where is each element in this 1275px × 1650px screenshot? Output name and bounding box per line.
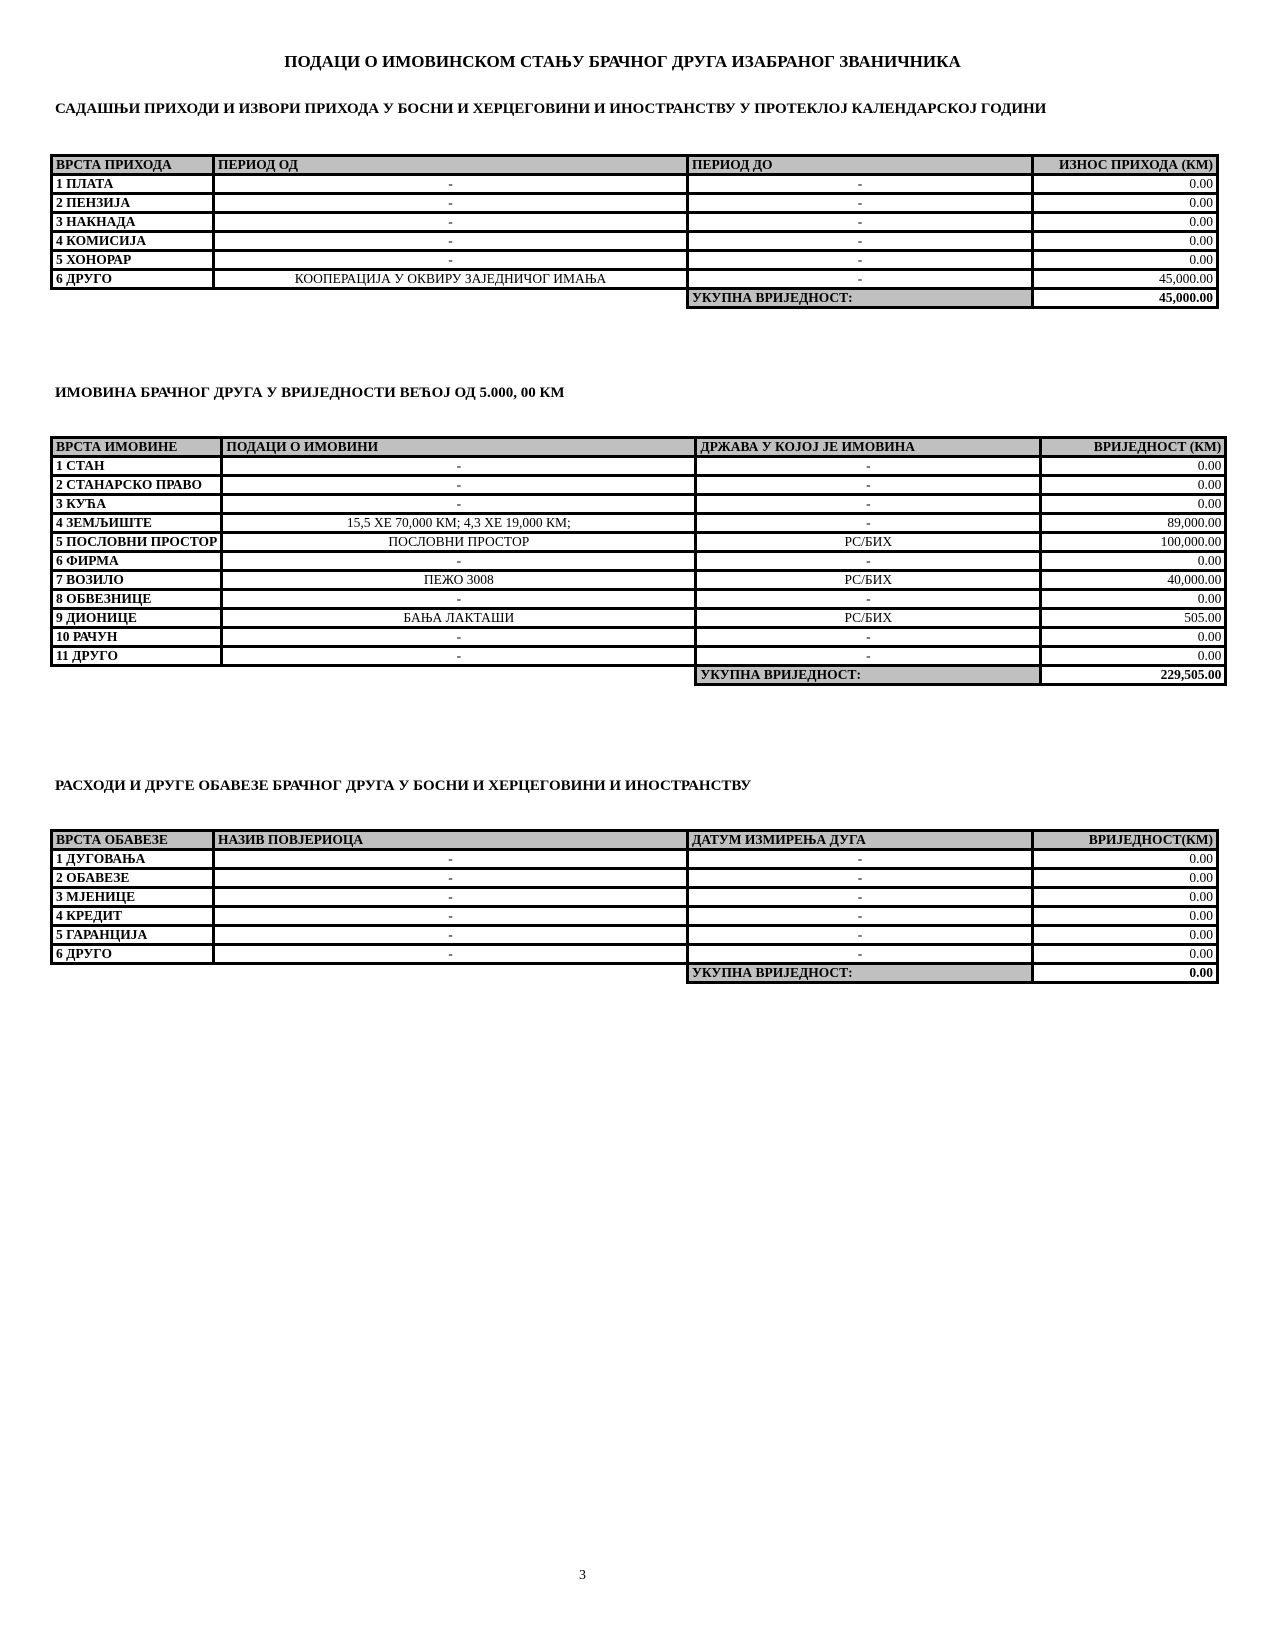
row-label: 2 СТАНАРСКО ПРАВО [52, 476, 222, 495]
row-value: 0.00 [1033, 850, 1218, 869]
row-label: 1 ПЛАТА [52, 175, 214, 194]
row-detail: РС/БИХ [696, 571, 1041, 590]
row-detail: - [214, 175, 688, 194]
row-label: 3 НАКНАДА [52, 213, 214, 232]
row-value: 0.00 [1041, 628, 1226, 647]
row-detail: - [696, 457, 1041, 476]
row-detail: БАЊА ЛАКТАШИ [222, 609, 696, 628]
total-value: 45,000.00 [1033, 289, 1218, 308]
row-detail: КООПЕРАЦИЈА У ОКВИРУ ЗАЈЕДНИЧОГ ИМАЊА [214, 270, 688, 289]
property-column-header: ВРСТА ИМОВИНЕ [52, 438, 222, 457]
row-detail: - [696, 590, 1041, 609]
table-row [52, 945, 1218, 964]
row-detail: - [214, 213, 688, 232]
row-value: 0.00 [1041, 476, 1226, 495]
row-detail: - [688, 850, 1033, 869]
table-row [52, 175, 1218, 194]
liabilities-column-header: ВРСТА ОБАВЕЗЕ [52, 831, 214, 850]
row-label: 4 КРЕДИТ [52, 907, 214, 926]
table-row [52, 869, 1218, 888]
row-label: 5 ХОНОРАР [52, 251, 214, 270]
table-row [52, 232, 1218, 251]
row-value: 0.00 [1033, 907, 1218, 926]
property-column-header: ПОДАЦИ О ИМОВИНИ [222, 438, 696, 457]
row-label: 11 ДРУГО [52, 647, 222, 666]
table-row [52, 251, 1218, 270]
row-label: 6 ДРУГО [52, 270, 214, 289]
row-detail: - [688, 251, 1033, 270]
row-detail: - [214, 869, 688, 888]
row-detail: РС/БИХ [696, 533, 1041, 552]
row-value: 0.00 [1033, 232, 1218, 251]
row-detail: - [688, 869, 1033, 888]
property-column-header: ВРИЈЕДНОСТ (КМ) [1041, 438, 1226, 457]
liabilities-column-header: ВРИЈЕДНОСТ(КМ) [1033, 831, 1218, 850]
row-label: 1 СТАН [52, 457, 222, 476]
total-label: УКУПНА ВРИЈЕДНОСТ: [688, 964, 1033, 983]
row-value: 0.00 [1033, 888, 1218, 907]
income-column-header: ПЕРИОД ДО [688, 156, 1033, 175]
row-label: 3 КУЋА [52, 495, 222, 514]
row-detail: - [222, 495, 696, 514]
table-row [52, 609, 1226, 628]
row-detail: РС/БИХ [696, 609, 1041, 628]
table-row [52, 590, 1226, 609]
row-detail: - [696, 552, 1041, 571]
row-detail: - [688, 175, 1033, 194]
table-row [52, 907, 1218, 926]
row-label: 7 ВОЗИЛО [52, 571, 222, 590]
spacer-cell [52, 666, 696, 685]
row-detail: - [214, 945, 688, 964]
table-row [52, 571, 1226, 590]
row-value: 100,000.00 [1041, 533, 1226, 552]
spacer-cell [52, 964, 688, 983]
row-detail: - [688, 270, 1033, 289]
table-row [52, 888, 1218, 907]
property-column-header: ДРЖАВА У КОЈОЈ ЈЕ ИМОВИНА [696, 438, 1041, 457]
liabilities-table [50, 829, 1219, 984]
row-value: 0.00 [1041, 590, 1226, 609]
row-detail: - [222, 590, 696, 609]
table-row [52, 476, 1226, 495]
row-label: 9 ДИОНИЦЕ [52, 609, 222, 628]
row-detail: - [222, 476, 696, 495]
row-label: 5 ГАРАНЦИЈА [52, 926, 214, 945]
income-column-header: ПЕРИОД ОД [214, 156, 688, 175]
property-total-row [52, 666, 1226, 685]
row-detail: - [688, 945, 1033, 964]
row-detail: - [688, 194, 1033, 213]
row-value: 0.00 [1033, 869, 1218, 888]
row-detail: - [222, 647, 696, 666]
table-row [52, 533, 1226, 552]
income-total-row [52, 289, 1218, 308]
property-section-heading: ИМОВИНА БРАЧНОГ ДРУГА У ВРИЈЕДНОСТИ ВЕЋОЈ ОД 5.000, 00 КМ [55, 385, 565, 401]
property-header-row [52, 438, 1226, 457]
row-value: 0.00 [1033, 251, 1218, 270]
row-label: 6 ФИРМА [52, 552, 222, 571]
spacer-cell [52, 289, 688, 308]
liabilities-column-header: ДАТУМ ИЗМИРЕЊА ДУГА [688, 831, 1033, 850]
income-column-header: ВРСТА ПРИХОДА [52, 156, 214, 175]
row-detail: - [696, 495, 1041, 514]
row-detail: - [688, 213, 1033, 232]
table-row [52, 628, 1226, 647]
table-row [52, 270, 1218, 289]
row-value: 40,000.00 [1041, 571, 1226, 590]
row-detail: - [696, 514, 1041, 533]
income-header-row [52, 156, 1218, 175]
row-detail: - [688, 907, 1033, 926]
row-label: 3 МЈЕНИЦЕ [52, 888, 214, 907]
row-value: 0.00 [1041, 495, 1226, 514]
row-value: 0.00 [1041, 647, 1226, 666]
row-value: 0.00 [1033, 175, 1218, 194]
row-detail: - [696, 476, 1041, 495]
row-value: 0.00 [1033, 213, 1218, 232]
income-column-header: ИЗНОС ПРИХОДА (КМ) [1033, 156, 1218, 175]
row-value: 45,000.00 [1033, 270, 1218, 289]
row-detail: - [222, 628, 696, 647]
row-label: 2 ПЕНЗИЈА [52, 194, 214, 213]
row-detail: - [688, 888, 1033, 907]
table-row [52, 495, 1226, 514]
row-label: 6 ДРУГО [52, 945, 214, 964]
row-label: 1 ДУГОВАЊА [52, 850, 214, 869]
table-row [52, 514, 1226, 533]
row-detail: - [688, 926, 1033, 945]
row-value: 0.00 [1041, 457, 1226, 476]
row-label: 8 ОБВЕЗНИЦЕ [52, 590, 222, 609]
page-number: 3 [579, 1568, 586, 1583]
row-detail: - [214, 888, 688, 907]
row-value: 0.00 [1041, 552, 1226, 571]
table-row [52, 552, 1226, 571]
row-detail: - [214, 907, 688, 926]
row-detail: - [696, 647, 1041, 666]
table-row [52, 457, 1226, 476]
row-value: 0.00 [1033, 926, 1218, 945]
table-row [52, 647, 1226, 666]
liabilities-total-row [52, 964, 1218, 983]
row-detail: - [214, 232, 688, 251]
row-label: 4 КОМИСИЈА [52, 232, 214, 251]
liabilities-section-heading: РАСХОДИ И ДРУГЕ ОБАВЕЗЕ БРАЧНОГ ДРУГА У БОСНИ И ХЕРЦЕГОВИНИ И ИНОСТРАНСТВУ [55, 778, 752, 794]
row-detail: ПОСЛОВНИ ПРОСТОР [222, 533, 696, 552]
income-table [50, 154, 1219, 309]
page-title: ПОДАЦИ О ИМОВИНСКОМ СТАЊУ БРАЧНОГ ДРУГА ИЗАБРАНОГ ЗВАНИЧНИКА [284, 52, 961, 71]
row-detail: - [696, 628, 1041, 647]
total-value: 0.00 [1033, 964, 1218, 983]
row-value: 89,000.00 [1041, 514, 1226, 533]
total-value: 229,505.00 [1041, 666, 1226, 685]
property-table [50, 436, 1227, 686]
income-section-heading: САДАШЊИ ПРИХОДИ И ИЗВОРИ ПРИХОДА У БОСНИ И ХЕРЦЕГОВИНИ И ИНОСТРАНСТВУ У ПРОТЕКЛОЈ КАЛЕНДАРСКОЈ ГОДИНИ [55, 101, 1047, 117]
table-row [52, 194, 1218, 213]
total-label: УКУПНА ВРИЈЕДНОСТ: [696, 666, 1041, 685]
row-detail: - [688, 232, 1033, 251]
liabilities-column-header: НАЗИВ ПОВЈЕРИОЦА [214, 831, 688, 850]
row-detail: - [214, 926, 688, 945]
table-row [52, 926, 1218, 945]
liabilities-header-row [52, 831, 1218, 850]
row-detail: - [222, 457, 696, 476]
row-detail: - [214, 194, 688, 213]
row-label: 2 ОБАВЕЗЕ [52, 869, 214, 888]
row-detail: 15,5 ХЕ 70,000 КМ; 4,3 ХЕ 19,000 КМ; [222, 514, 696, 533]
row-detail: - [222, 552, 696, 571]
row-detail: - [214, 850, 688, 869]
total-label: УКУПНА ВРИЈЕДНОСТ: [688, 289, 1033, 308]
row-value: 0.00 [1033, 945, 1218, 964]
row-detail: - [214, 251, 688, 270]
row-value: 505.00 [1041, 609, 1226, 628]
row-detail: ПЕЖО 3008 [222, 571, 696, 590]
row-label: 4 ЗЕМЉИШТЕ [52, 514, 222, 533]
row-label: 10 РАЧУН [52, 628, 222, 647]
row-label: 5 ПОСЛОВНИ ПРОСТОР [52, 533, 222, 552]
table-row [52, 850, 1218, 869]
table-row [52, 213, 1218, 232]
row-value: 0.00 [1033, 194, 1218, 213]
